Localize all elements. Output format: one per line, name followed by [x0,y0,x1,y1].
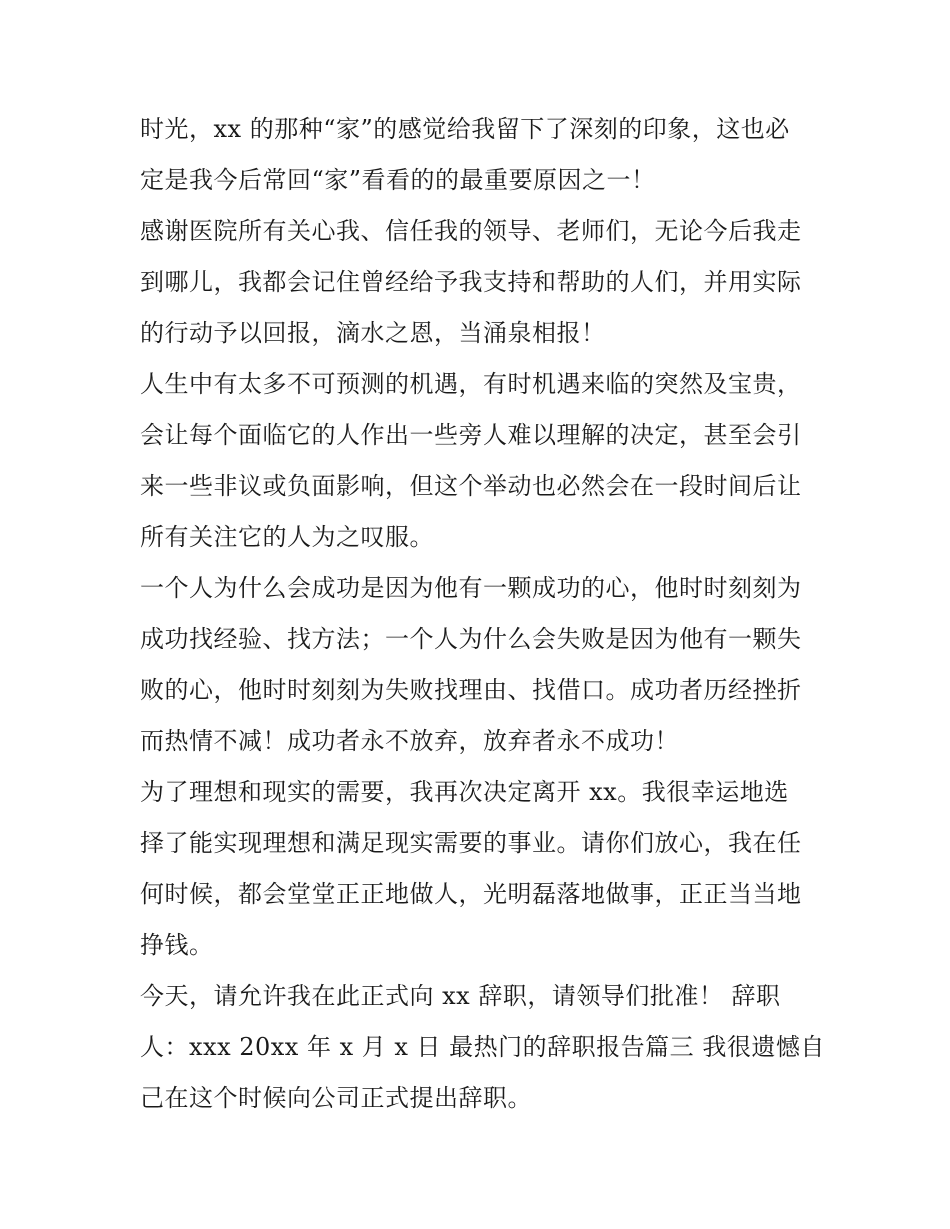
text-line: 感谢医院所有关心我、信任我的领导、老师们，无论今后我走 [140,217,802,245]
text-line: 人生中有太多不可预测的机遇，有时机遇来临的突然及宝贵， [140,370,802,398]
text-line: 时光，xx 的那种“家”的感觉给我留下了深刻的印象，这也必 [140,115,790,143]
text-line: 所有关注它的人为之叹服。 [140,523,434,551]
text-line: 败的心，他时时刻刻为失败找理由、找借口。成功者历经挫折 [140,676,802,704]
text-line: 择了能实现理想和满足现实需要的事业。请你们放心，我在任 [140,829,802,857]
text-line: 己在这个时候向公司正式提出辞职。 [140,1084,532,1112]
text-line: 定是我今后常回“家”看看的的最重要原因之一！ [140,166,656,194]
text-line: 挣钱。 [140,931,214,959]
text-line: 成功找经验、找方法；一个人为什么会失败是因为他有一颗失 [140,625,802,653]
text-line: 的行动予以回报，滴水之恩，当涌泉相报！ [140,319,606,347]
text-line: 来一些非议或负面影响，但这个举动也必然会在一段时间后让 [140,472,802,500]
text-line: 会让每个面临它的人作出一些旁人难以理解的决定，甚至会引 [140,421,802,449]
text-line: 到哪儿，我都会记住曾经给予我支持和帮助的人们，并用实际 [140,268,802,296]
text-line: 何时候，都会堂堂正正地做人，光明磊落地做事，正正当当地 [140,880,802,908]
text-line: 人：xxx 20xx 年 x 月 x 日 最热门的辞职报告篇三 我很遗憾自 [140,1033,825,1061]
text-line: 今天，请允许我在此正式向 xx 辞职，请领导们批准！ 辞职 [140,982,781,1010]
text-line: 而热情不减！成功者永不放弃，放弃者永不成功！ [140,727,679,755]
document-body [140,104,825,1124]
text-line: 为了理想和现实的需要，我再次决定离开 xx。我很幸运地选 [140,778,789,806]
text-line: 一个人为什么会成功是因为他有一颗成功的心，他时时刻刻为 [140,574,802,602]
